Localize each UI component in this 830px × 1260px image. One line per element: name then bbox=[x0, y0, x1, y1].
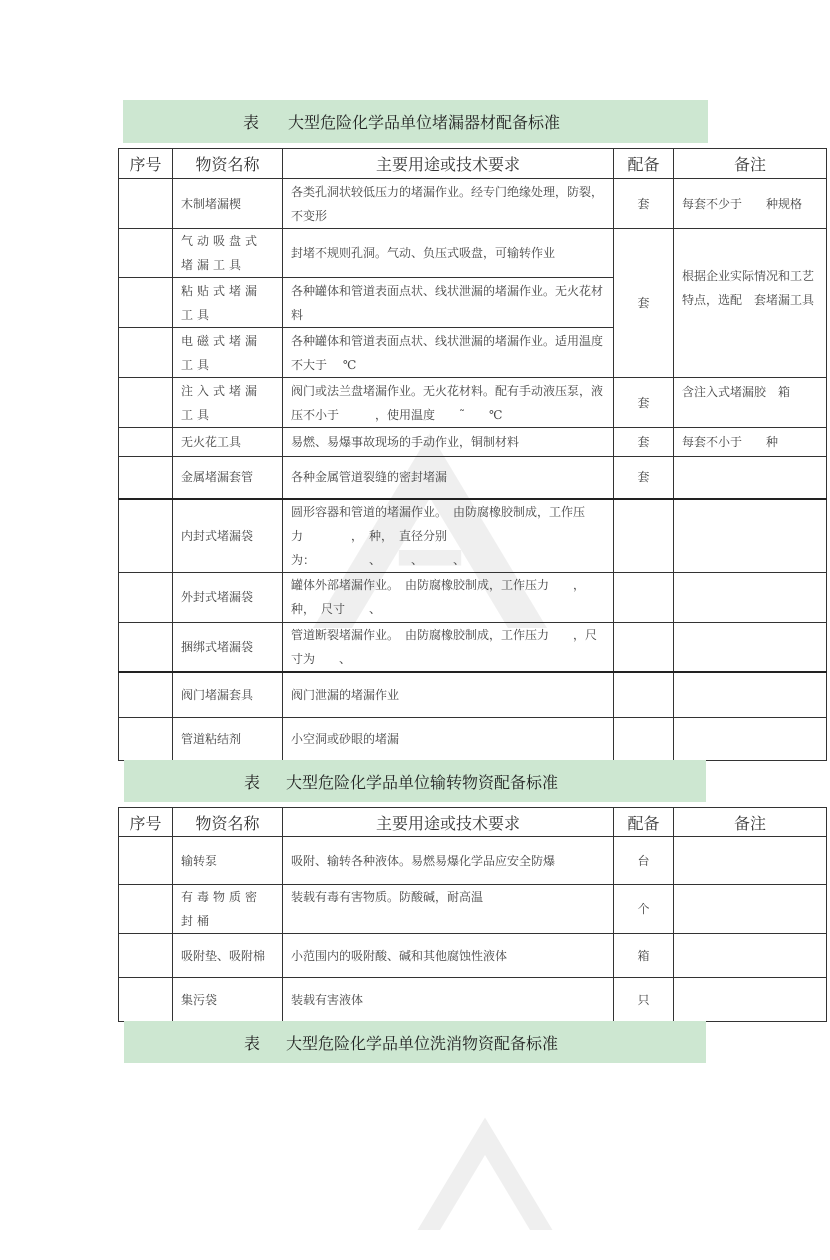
cell-unit bbox=[614, 572, 674, 622]
watermark-icon bbox=[410, 1110, 560, 1260]
table3-title-banner bbox=[124, 1021, 706, 1063]
table-row bbox=[119, 572, 827, 622]
cell-use: 阀门泄漏的堵漏作业 bbox=[283, 672, 614, 717]
cell-unit: 套 bbox=[614, 229, 674, 378]
cell-use: 吸附、输转各种液体。易燃易爆化学品应安全防爆 bbox=[283, 837, 614, 885]
cell-name: 外封式堵漏袋 bbox=[173, 572, 283, 622]
cell-unit: 台 bbox=[614, 837, 674, 885]
table-row bbox=[119, 229, 827, 278]
header-unit: 配备 bbox=[614, 149, 674, 179]
cell-unit bbox=[614, 499, 674, 573]
cell-unit: 只 bbox=[614, 978, 674, 1022]
cell-name: 输转泵 bbox=[173, 837, 283, 885]
cell-name: 吸附垫、吸附棉 bbox=[173, 934, 283, 978]
header-note: 备注 bbox=[674, 149, 827, 179]
cell-unit: 个 bbox=[614, 885, 674, 934]
header-note: 备注 bbox=[674, 808, 827, 837]
cell-note: 每套不少于 种规格 bbox=[674, 179, 827, 229]
cell-use: 小范围内的吸附酸、碱和其他腐蚀性液体 bbox=[283, 934, 614, 978]
cell-note: 根据企业实际情况和工艺特点，选配 套堵漏工具 bbox=[674, 229, 827, 378]
table-row bbox=[119, 717, 827, 760]
header-use: 主要用途或技术要求 bbox=[283, 149, 614, 179]
table-row bbox=[119, 499, 827, 573]
table-row bbox=[119, 428, 827, 457]
header-unit: 配备 bbox=[614, 808, 674, 837]
cell-note bbox=[674, 934, 827, 978]
cell-name: 木制堵漏楔 bbox=[173, 179, 283, 229]
cell-use: 各种罐体和管道表面点状、线状泄漏的堵漏作业。适用温度不大于 ℃ bbox=[283, 328, 614, 378]
cell-name: 阀门堵漏套具 bbox=[173, 672, 283, 717]
cell-note bbox=[674, 885, 827, 934]
cell-note bbox=[674, 572, 827, 622]
table3-label: 表 bbox=[244, 1033, 261, 1053]
cell-use: 小空洞或砂眼的堵漏 bbox=[283, 717, 614, 760]
cell-name: 气动吸盘式堵漏工具 bbox=[173, 229, 283, 278]
cell-note: 每套不小于 种 bbox=[674, 428, 827, 457]
cell-unit: 套 bbox=[614, 428, 674, 457]
cell-use: 罐体外部堵漏作业。 由防腐橡胶制成，工作压力 ， 种， 尺寸 、 bbox=[283, 572, 614, 622]
cell-use: 封堵不规则孔洞。气动、负压式吸盘，可输转作业 bbox=[283, 229, 614, 278]
cell-name: 注入式堵漏工具 bbox=[173, 378, 283, 428]
cell-note bbox=[674, 672, 827, 717]
cell-use: 易燃、易爆事故现场的手动作业，铜制材料 bbox=[283, 428, 614, 457]
cell-note bbox=[674, 837, 827, 885]
table-row bbox=[119, 885, 827, 934]
cell-note bbox=[674, 499, 827, 573]
cell-no bbox=[119, 278, 173, 328]
header-name: 物资名称 bbox=[173, 149, 283, 179]
table1-title-banner bbox=[123, 100, 708, 143]
cell-name: 金属堵漏套管 bbox=[173, 457, 283, 499]
header-use: 主要用途或技术要求 bbox=[283, 808, 614, 837]
cell-name: 有毒物质密封桶 bbox=[173, 885, 283, 934]
cell-no bbox=[119, 717, 173, 760]
table1-label: 表 bbox=[243, 113, 260, 132]
cell-use: 装载有害液体 bbox=[283, 978, 614, 1022]
table1 bbox=[118, 148, 827, 761]
cell-use: 各种罐体和管道表面点状、线状泄漏的堵漏作业。无火花材料 bbox=[283, 278, 614, 328]
table-row bbox=[119, 179, 827, 229]
cell-name: 集污袋 bbox=[173, 978, 283, 1022]
cell-no bbox=[119, 934, 173, 978]
cell-no bbox=[119, 885, 173, 934]
table3-title: 大型危险化学品单位洗消物资配备标准 bbox=[286, 1033, 559, 1053]
cell-no bbox=[119, 179, 173, 229]
cell-name: 无火花工具 bbox=[173, 428, 283, 457]
cell-note bbox=[674, 622, 827, 672]
cell-unit bbox=[614, 672, 674, 717]
cell-unit: 套 bbox=[614, 378, 674, 428]
cell-name: 捆绑式堵漏袋 bbox=[173, 622, 283, 672]
cell-no bbox=[119, 428, 173, 457]
cell-unit: 套 bbox=[614, 457, 674, 499]
table-row bbox=[119, 837, 827, 885]
cell-no bbox=[119, 672, 173, 717]
cell-use: 各种金属管道裂缝的密封堵漏 bbox=[283, 457, 614, 499]
table2 bbox=[118, 807, 827, 1022]
cell-note bbox=[674, 717, 827, 760]
table1-title: 大型危险化学品单位堵漏器材配备标准 bbox=[288, 113, 561, 132]
cell-use: 阀门或法兰盘堵漏作业。无火花材料。配有手动液压泵，液压不小于 ，使用温度 ˜ ℃ bbox=[283, 378, 614, 428]
cell-use: 圆形容器和管道的堵漏作业。 由防腐橡胶制成，工作压力 ， 种， 直径分别为： 、 、 、 bbox=[283, 499, 614, 573]
table-header-row bbox=[119, 808, 827, 837]
cell-note bbox=[674, 978, 827, 1022]
cell-unit bbox=[614, 622, 674, 672]
table-row bbox=[119, 978, 827, 1022]
cell-no bbox=[119, 572, 173, 622]
cell-name: 内封式堵漏袋 bbox=[173, 499, 283, 573]
table2-title-banner bbox=[124, 760, 706, 802]
table-row bbox=[119, 457, 827, 499]
cell-name: 电磁式堵漏工具 bbox=[173, 328, 283, 378]
cell-use: 装载有毒有害物质。防酸碱，耐高温 bbox=[283, 885, 614, 934]
cell-name: 管道粘结剂 bbox=[173, 717, 283, 760]
cell-no bbox=[119, 837, 173, 885]
cell-note: 含注入式堵漏胶 箱 bbox=[674, 378, 827, 428]
cell-no bbox=[119, 499, 173, 573]
cell-no bbox=[119, 328, 173, 378]
table-header-row bbox=[119, 149, 827, 179]
header-name: 物资名称 bbox=[173, 808, 283, 837]
cell-use: 各类孔洞状较低压力的堵漏作业。经专门绝缘处理，防裂，不变形 bbox=[283, 179, 614, 229]
cell-no bbox=[119, 622, 173, 672]
cell-no bbox=[119, 229, 173, 278]
header-no: 序号 bbox=[119, 808, 173, 837]
table2-title: 大型危险化学品单位输转物资配备标准 bbox=[286, 772, 559, 792]
cell-no bbox=[119, 457, 173, 499]
cell-unit: 箱 bbox=[614, 934, 674, 978]
cell-note bbox=[674, 457, 827, 499]
table-row bbox=[119, 622, 827, 672]
table-row bbox=[119, 934, 827, 978]
cell-no bbox=[119, 978, 173, 1022]
cell-no bbox=[119, 378, 173, 428]
cell-name: 粘贴式堵漏工具 bbox=[173, 278, 283, 328]
header-no: 序号 bbox=[119, 149, 173, 179]
table-row bbox=[119, 378, 827, 428]
table2-label: 表 bbox=[244, 772, 261, 792]
cell-use: 管道断裂堵漏作业。 由防腐橡胶制成，工作压力 ，尺寸为 、 bbox=[283, 622, 614, 672]
table-row bbox=[119, 672, 827, 717]
cell-unit bbox=[614, 717, 674, 760]
cell-unit: 套 bbox=[614, 179, 674, 229]
